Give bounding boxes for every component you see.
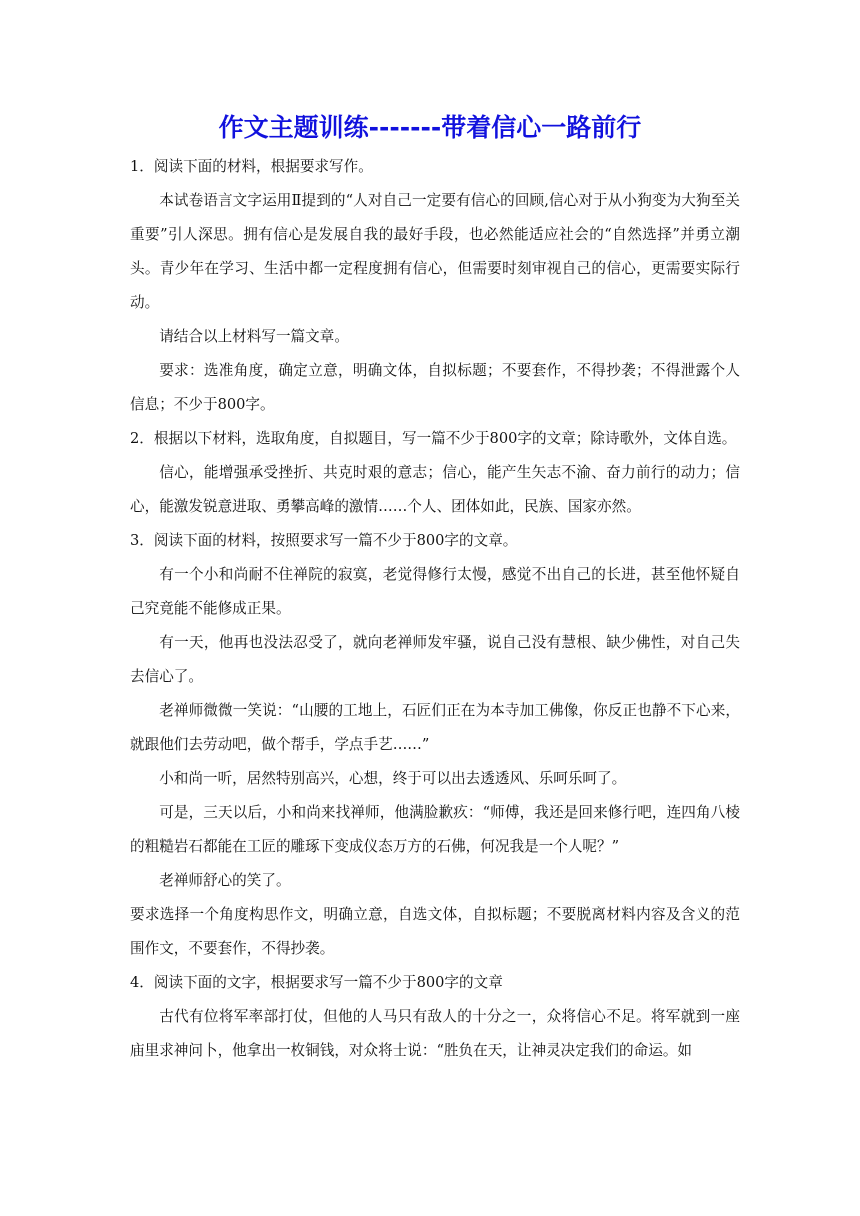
question-1-instruction: 请结合以上材料写一篇文章。	[159, 328, 349, 345]
question-4-prompt: 4．阅读下面的文字，根据要求写一篇不少于800字的文章	[130, 974, 503, 991]
question-3-requirements: 要求选择一个角度构思作文，明确立意，自选文体，自拟标题；不要脱离材料内容及含义的范围作文，不要套作，不得抄袭。	[130, 906, 740, 957]
question-3-story-paragraph: 老禅师舒心的笑了。	[159, 872, 291, 889]
question-3-story-paragraph: 老禅师微微一笑说：“山腰的工地上，石匠们正在为本寺加工佛像，你反正也静不下心来，就跟他们去劳动吧，做个帮手，学点手艺……”	[130, 702, 740, 753]
document-body	[130, 150, 740, 1068]
question-1-requirements: 要求：选准角度，确定立意，明确文体，自拟标题；不要套作，不得抄袭；不得泄露个人信息；不少于800字。	[130, 362, 740, 413]
question-3-story-paragraph: 小和尚一听，居然特别高兴，心想，终于可以出去透透风、乐呵乐呵了。	[159, 770, 627, 787]
question-4-material: 古代有位将军率部打仗，但他的人马只有敌人的十分之一，众将信心不足。将军就到一座庙里求神问卜，他拿出一枚铜钱，对众将士说：“胜负在天，让神灵决定我们的命运。如	[130, 1008, 740, 1059]
question-3-story-paragraph: 有一天，他再也没法忍受了，就向老禅师发牢骚，说自己没有慧根、缺少佛性，对自己失去信心了。	[130, 634, 740, 685]
question-3-prompt: 3．阅读下面的材料，按照要求写一篇不少于800字的文章。	[130, 532, 518, 549]
question-1-material: 本试卷语言文字运用Ⅱ提到的“人对自己一定要有信心的回顾,信心对于从小狗变为大狗至关重要”引人深思。拥有信心是发展自我的最好手段，也必然能适应社会的“自然选择”并勇立潮头。青少年在学习、生活中都一定程度拥有信心，但需要时刻审视自己的信心，更需要实际行动。	[130, 192, 740, 311]
question-2-material: 信心，能增强承受挫折、共克时艰的意志；信心，能产生矢志不渝、奋力前行的动力；信心，能激发锐意进取、勇攀高峰的激情……个人、团体如此，民族、国家亦然。	[130, 464, 740, 515]
document-title: 作文主题训练-------带着信心一路前行	[218, 113, 642, 142]
question-3-story-paragraph: 可是，三天以后，小和尚来找禅师，他满脸歉疚：“师傅，我还是回来修行吧，连四角八棱的粗糙岩石都能在工匠的雕琢下变成仪态万方的石佛，何况我是一个人呢？”	[130, 804, 740, 855]
question-1-prompt: 1．阅读下面的材料，根据要求写作。	[130, 158, 373, 175]
question-2-prompt: 2．根据以下材料，选取角度，自拟题目，写一篇不少于800字的文章；除诗歌外，文体自选。	[130, 430, 737, 447]
question-3-story-paragraph: 有一个小和尚耐不住禅院的寂寞，老觉得修行太慢，感觉不出自己的长进，甚至他怀疑自己究竟能不能修成正果。	[130, 566, 740, 617]
